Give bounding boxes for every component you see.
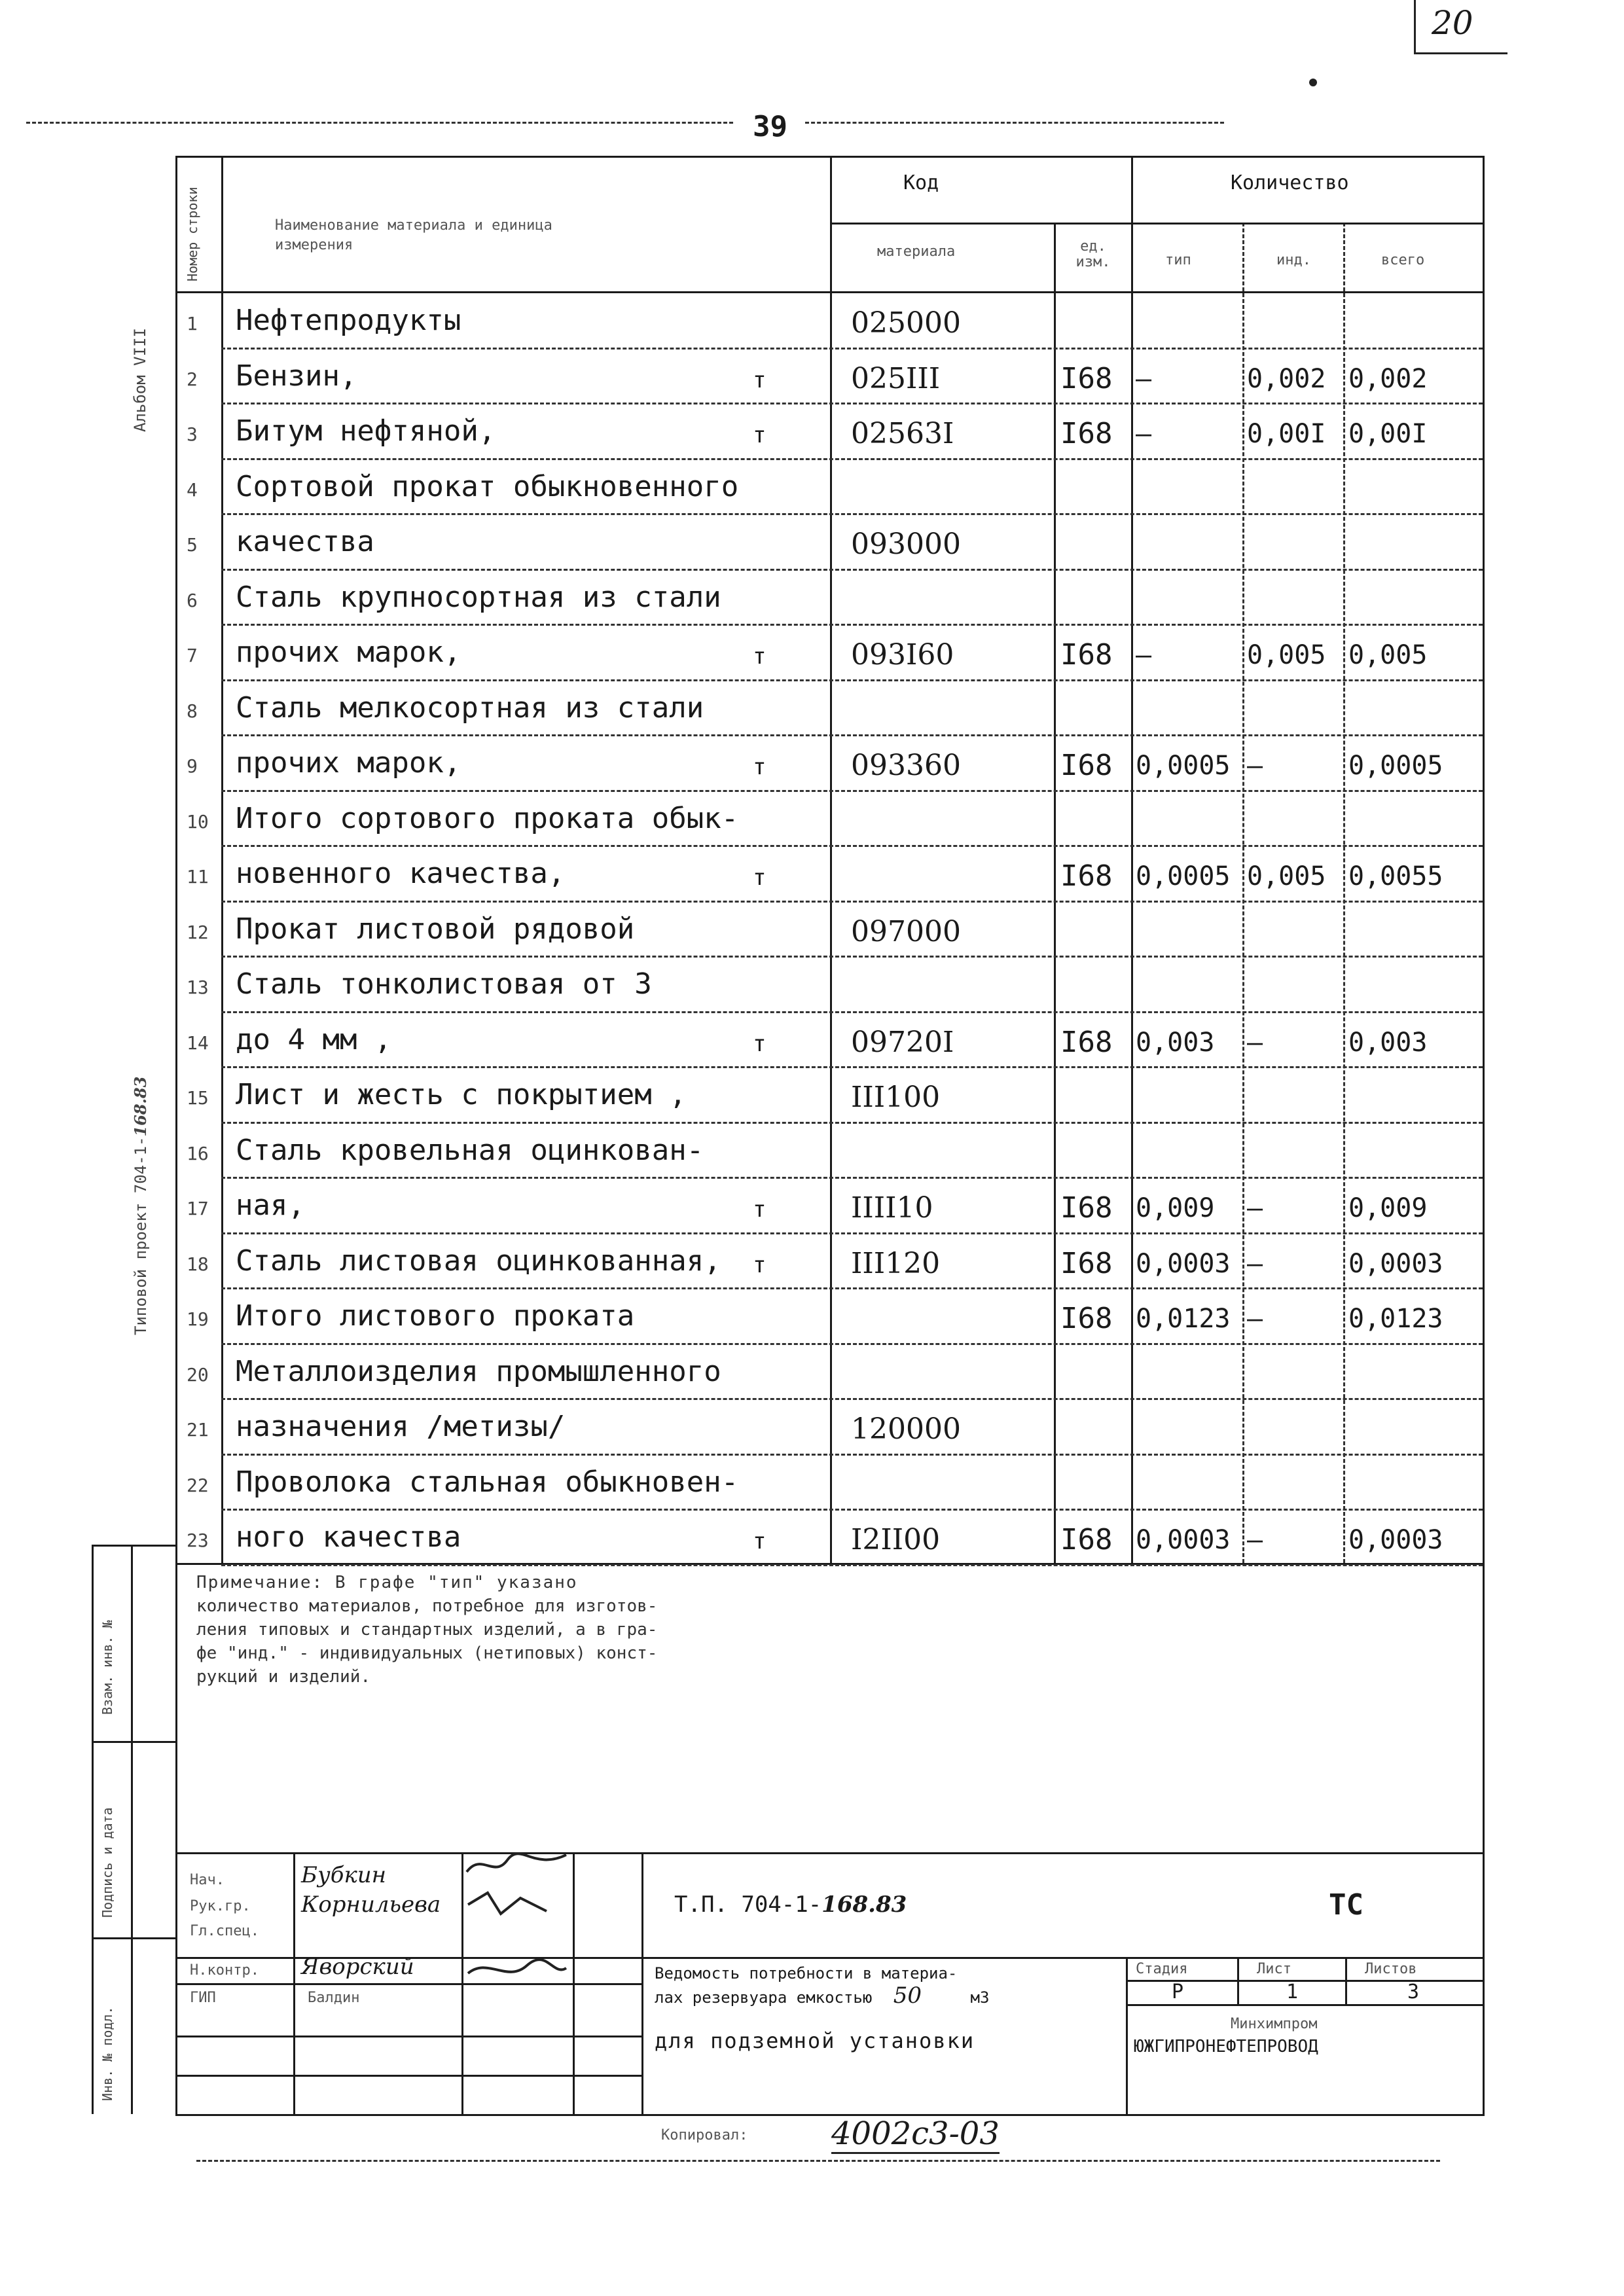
row-divider	[221, 901, 1483, 903]
material-code: III100	[851, 1081, 941, 1114]
row-divider	[221, 1287, 1483, 1289]
row-divider	[221, 624, 1483, 626]
org-line-2: ЮЖГИПРОНЕФТЕПРОВОД	[1134, 2037, 1318, 2056]
sheets-value: 3	[1407, 1981, 1420, 2003]
unit-mark: т	[753, 1030, 767, 1057]
stamp-role-2: Рук.гр.	[190, 1898, 251, 1914]
qty-total: 0,0055	[1348, 861, 1443, 891]
note-line-2: количество материалов, потребное для изготов-	[196, 1596, 658, 1616]
material-name: Проволока стальная обыкновен-	[236, 1465, 739, 1499]
stamp-role-4: Н.контр.	[190, 1962, 259, 1979]
binding-strip-row-2	[92, 1937, 175, 1939]
unit-code: I68	[1060, 1191, 1113, 1225]
stamp-left-row-4	[175, 2075, 641, 2077]
qty-type: 0,0005	[1136, 751, 1231, 781]
qty-indiv: 0,005	[1247, 640, 1326, 670]
qty-total: 0,005	[1348, 640, 1428, 670]
unit-mark: т	[753, 754, 767, 780]
album-label: Альбом VIII	[131, 328, 149, 432]
unit-mark: т	[753, 1528, 767, 1554]
qty-total: 0,00I	[1348, 419, 1428, 449]
total-header: всего	[1381, 252, 1425, 268]
material-name: Металлоизделия промышленного	[236, 1354, 721, 1388]
signature-1	[461, 1846, 573, 1885]
qty-type: 0,0003	[1136, 1248, 1231, 1279]
material-name: ного качества	[236, 1520, 461, 1554]
material-code: 097000	[851, 914, 961, 948]
material-name: ная,	[236, 1189, 305, 1222]
material-code: 093I60	[851, 638, 954, 672]
project-code	[674, 1892, 907, 1918]
row-divider	[221, 1232, 1483, 1234]
qty-total: 0,0123	[1348, 1304, 1443, 1334]
qty-type: –	[1136, 363, 1152, 394]
material-name: Сталь мелкосортная из стали	[236, 691, 704, 725]
material-header: материала	[877, 243, 956, 260]
row-number: 18	[187, 1253, 209, 1275]
sign-date-label: Подпись и дата	[99, 1807, 115, 1918]
row-number: 22	[187, 1474, 209, 1496]
row-number: 11	[187, 866, 209, 888]
row-divider	[221, 1011, 1483, 1013]
binding-strip-left	[92, 1545, 94, 2114]
stamp-name-2: Корнильева	[301, 1892, 441, 1918]
row-number: 8	[187, 700, 198, 722]
stamp-name-1: Бубкин	[301, 1862, 387, 1888]
col-indiv-divider	[1343, 223, 1345, 1563]
capacity-value: 50	[893, 1982, 922, 2009]
sheet-value: 1	[1286, 1981, 1299, 2003]
material-name: Битум нефтяной,	[236, 414, 496, 448]
row-divider	[221, 403, 1483, 404]
binding-strip-row-1	[92, 1741, 175, 1743]
replace-inv-label: Взам. инв. №	[99, 1620, 115, 1715]
row-divider	[221, 845, 1483, 847]
capacity-unit: м3	[970, 1988, 990, 2007]
material-code: 025000	[851, 306, 961, 340]
qty-indiv: 0,00I	[1247, 419, 1326, 449]
material-code: 120000	[851, 1412, 961, 1446]
qty-type: –	[1136, 419, 1152, 449]
stamp-role-3: Гл.спец.	[190, 1923, 259, 1939]
ink-dot	[1309, 79, 1317, 86]
stamp-left-row-3	[175, 2036, 641, 2037]
row-divider	[221, 1177, 1483, 1179]
frame-right	[1483, 156, 1485, 1884]
row-number: 23	[187, 1530, 209, 1551]
col-name-divider	[830, 156, 832, 1563]
binding-strip-top	[92, 1545, 175, 1547]
row-divider	[221, 348, 1483, 350]
material-name: Сталь крупносортная из стали	[236, 580, 721, 614]
row-divider	[221, 1122, 1483, 1124]
material-name: новенного качества,	[236, 857, 566, 890]
qty-indiv: –	[1247, 1304, 1263, 1334]
material-name: прочих марок,	[236, 636, 461, 669]
qty-indiv: –	[1247, 1525, 1263, 1555]
material-name: Лист и жесть с покрытием ,	[236, 1078, 687, 1111]
row-number: 17	[187, 1198, 209, 1219]
row-divider	[221, 679, 1483, 681]
row-number: 20	[187, 1363, 209, 1386]
material-name: Сталь кровельная оцинкован-	[236, 1133, 704, 1167]
unit-mark: т	[753, 643, 767, 670]
stamp-right	[1483, 1852, 1485, 2114]
material-name: качества	[236, 525, 374, 558]
unit-code: I68	[1060, 1025, 1113, 1059]
col-code-divider	[1054, 223, 1056, 1563]
note-line-4: фе "инд." - индивидуальных (нетиповых) конст-	[196, 1643, 658, 1663]
stamp-hline-3	[1126, 2004, 1485, 2006]
name-header: Наименование материала и единица измерения	[275, 217, 552, 253]
material-code: III120	[851, 1246, 941, 1280]
doc-title-line-2-wrap	[655, 1984, 989, 2009]
material-name: Итого сортового проката обык-	[236, 801, 739, 835]
stamp-name-4: Яворский	[301, 1954, 414, 1980]
typical-project-code: 704-1-	[132, 1136, 150, 1194]
row-number: 12	[187, 921, 209, 943]
top-dash-left	[26, 122, 733, 124]
header-bottom	[175, 291, 1485, 293]
row-number: 14	[187, 1031, 209, 1054]
row-number: 1	[187, 313, 198, 334]
qty-total: 0,0003	[1348, 1525, 1443, 1555]
row-divider	[221, 956, 1483, 958]
unit-code: I68	[1060, 417, 1113, 450]
note-line-5: рукций и изделий.	[196, 1667, 371, 1687]
qty-total: 0,0003	[1348, 1248, 1443, 1279]
stamp-role-5: ГИП	[190, 1990, 216, 2006]
quantity-header: Количество	[1231, 171, 1349, 194]
copied-label: Копировал:	[661, 2127, 748, 2144]
row-divider	[221, 734, 1483, 736]
typical-project-text: Типовой проект	[132, 1202, 150, 1335]
material-name: Нефтепродукты	[236, 304, 461, 337]
col-type-divider	[1242, 223, 1244, 1563]
note-block	[196, 1571, 657, 1689]
qty-type: –	[1136, 640, 1152, 670]
qty-indiv: 0,002	[1247, 363, 1326, 394]
top-dash-right	[805, 122, 1224, 124]
row-divider	[221, 569, 1483, 571]
material-code: 02563I	[851, 417, 954, 450]
typical-project-code-hand: 168.83	[131, 1076, 150, 1137]
unit-code: I68	[1060, 1246, 1113, 1280]
material-name: Сортовой прокат обыкновенного	[236, 469, 739, 503]
inv-label: Инв. № подл.	[99, 2006, 115, 2101]
qty-type: 0,009	[1136, 1193, 1215, 1223]
row-number: 13	[187, 977, 209, 998]
row-number: 7	[187, 645, 198, 666]
sheet-number: 20	[1432, 4, 1473, 42]
material-code: IIII10	[851, 1191, 933, 1225]
material-code: I2II00	[851, 1523, 941, 1556]
material-name: прочих марок,	[236, 746, 461, 780]
stage-value: Р	[1172, 1981, 1184, 2003]
qty-indiv: –	[1247, 751, 1263, 781]
type-header: тип	[1165, 252, 1191, 268]
row-divider	[221, 790, 1483, 792]
col-num-divider	[221, 156, 223, 1563]
project-code-hand: 168.83	[821, 1892, 907, 1918]
material-name: Итого листового проката	[236, 1299, 635, 1333]
row-number: 6	[187, 589, 198, 611]
project-code-text: Т.П. 704-1-	[674, 1892, 822, 1918]
row-number: 21	[187, 1419, 209, 1441]
doc-title-line-1: Ведомость потребности в материа-	[655, 1964, 958, 1982]
row-number: 4	[187, 478, 198, 501]
doc-title	[655, 1962, 989, 2052]
qty-total: 0,0005	[1348, 751, 1443, 781]
page-number: 39	[753, 110, 787, 143]
stamp-bottom	[175, 2114, 1485, 2116]
material-name: до 4 мм ,	[236, 1022, 392, 1056]
note-line-3: ления типовых и стандартных изделий, а в гра-	[196, 1620, 658, 1640]
order-number: 4002с3-03	[831, 2115, 1000, 2154]
frame-left	[175, 156, 177, 1884]
qty-total: 0,002	[1348, 363, 1428, 394]
material-name: Прокат листовой рядовой	[236, 912, 635, 946]
unit-header: ед. изм.	[1075, 238, 1111, 270]
unit-code: I68	[1060, 638, 1113, 672]
signature-3	[461, 1954, 573, 1986]
row-divider	[221, 1564, 1483, 1566]
material-name: Сталь листовая оцинкованная,	[236, 1244, 721, 1278]
stamp-hline-1	[641, 1957, 1485, 1959]
stage-label: Стадия	[1136, 1961, 1188, 1977]
material-name: Бензин,	[236, 359, 357, 393]
qty-type: 0,0003	[1136, 1525, 1231, 1555]
row-number: 16	[187, 1142, 209, 1164]
unit-mark: т	[753, 865, 767, 891]
bottom-dash	[196, 2160, 1440, 2162]
stamp-name-5: Балдин	[308, 1990, 360, 2006]
signature-2	[461, 1885, 573, 1924]
row-number-header: Номер строки	[185, 187, 200, 281]
header-subline	[830, 223, 1485, 224]
qty-type: 0,003	[1136, 1027, 1215, 1058]
qty-indiv: –	[1247, 1248, 1263, 1279]
unit-code: I68	[1060, 1523, 1113, 1556]
sheet-label: Лист	[1257, 1961, 1291, 1977]
qty-total: 0,003	[1348, 1027, 1428, 1058]
unit-mark: т	[753, 1251, 767, 1278]
material-code: 025III	[851, 361, 941, 395]
unit-mark: т	[753, 1196, 767, 1223]
row-divider	[221, 1343, 1483, 1345]
material-code: 093000	[851, 528, 961, 561]
doc-title-line-2: лах резервуара емкостью	[655, 1988, 873, 2007]
org-line-1: Минхимпром	[1231, 2016, 1318, 2032]
row-number: 9	[187, 755, 198, 777]
doc-title-line-3: для подземной установки	[655, 2028, 975, 2053]
row-number: 10	[187, 810, 209, 833]
sheets-label: Листов	[1365, 1961, 1417, 1977]
row-divider	[221, 1398, 1483, 1400]
stamp-role-1: Нач.	[190, 1872, 225, 1888]
note-line-1: Примечание: В графе "тип" указано	[196, 1573, 578, 1592]
qty-type: 0,0005	[1136, 861, 1231, 891]
row-divider	[221, 1454, 1483, 1456]
material-name: назначения /метизы/	[236, 1410, 566, 1443]
row-divider	[221, 1066, 1483, 1068]
row-number: 15	[187, 1087, 209, 1109]
row-divider	[221, 1509, 1483, 1511]
doc-mark: ТС	[1329, 1888, 1363, 1922]
unit-mark: т	[753, 367, 767, 393]
qty-indiv: –	[1247, 1027, 1263, 1058]
qty-total: 0,009	[1348, 1193, 1428, 1223]
unit-mark: т	[753, 422, 767, 448]
qty-indiv: 0,005	[1247, 861, 1326, 891]
stamp-col-4	[641, 1852, 643, 2114]
binding-strip-mid	[131, 1545, 133, 2114]
sheet-number-box	[1414, 0, 1507, 54]
code-header: Код	[903, 171, 939, 194]
unit-code: I68	[1060, 859, 1113, 893]
indiv-header: инд.	[1276, 252, 1311, 268]
row-number: 2	[187, 368, 198, 390]
material-code: 09720I	[851, 1025, 954, 1059]
row-number: 3	[187, 423, 198, 445]
row-divider	[221, 458, 1483, 460]
qty-indiv: –	[1247, 1193, 1263, 1223]
material-name: Сталь тонколистовая от 3	[236, 967, 652, 1001]
unit-code: I68	[1060, 749, 1113, 782]
unit-code: I68	[1060, 361, 1113, 395]
unit-code: I68	[1060, 1302, 1113, 1335]
row-divider	[221, 513, 1483, 515]
material-code: 093360	[851, 749, 961, 782]
row-number: 19	[187, 1308, 209, 1330]
row-number: 5	[187, 534, 198, 556]
col-unit-divider	[1131, 156, 1133, 1563]
stamp-top	[175, 1852, 1485, 1854]
qty-type: 0,0123	[1136, 1304, 1231, 1334]
typical-project-label	[131, 1077, 150, 1335]
